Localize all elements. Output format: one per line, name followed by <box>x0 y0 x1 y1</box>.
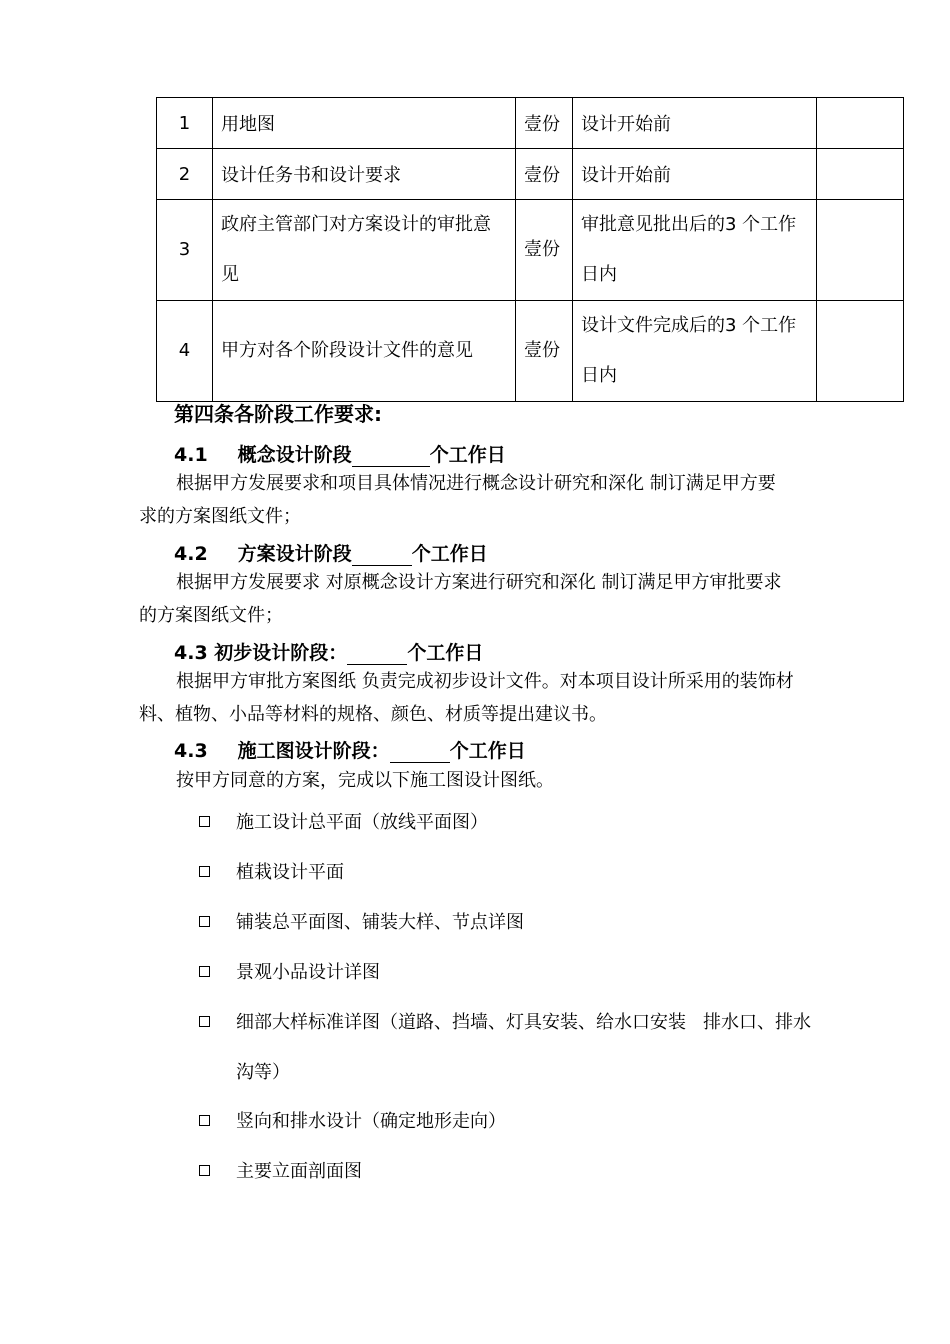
row-item: 甲方对各个阶段设计文件的意见 <box>213 301 516 402</box>
row-quantity: 壹份 <box>516 301 573 402</box>
section-number: 4.1 <box>174 444 208 466</box>
checkbox-icon <box>199 1165 210 1176</box>
checkbox-icon <box>199 816 210 827</box>
section-heading-4-2 <box>174 539 488 566</box>
section-heading-4-3b <box>174 736 526 763</box>
row-quantity: 壹份 <box>516 149 573 200</box>
row-item-line2: 见 <box>221 264 239 285</box>
row-number: 4 <box>157 301 213 402</box>
section-heading-4-3 <box>174 638 483 665</box>
section-suffix: 个工作日 <box>411 543 488 565</box>
checklist-item: 主要立面剖面图 <box>199 1157 362 1183</box>
row-time: 设计开始前 <box>573 149 817 200</box>
table-row <box>157 200 904 301</box>
section-body-4-3b: 按甲方同意的方案，完成以下施工图设计图纸。 <box>176 770 554 791</box>
checklist-item: 景观小品设计详图 <box>199 958 380 984</box>
checklist-item-overlap: 排水口、排水 <box>703 1012 811 1033</box>
checklist-item: 植栽设计平面 <box>199 858 344 884</box>
row-item: 设计任务书和设计要求 <box>213 149 516 200</box>
row-remark <box>817 200 904 301</box>
row-remark <box>817 149 904 200</box>
row-number: 3 <box>157 200 213 301</box>
section-suffix: 个工作日 <box>429 444 506 466</box>
article-title: 第四条各阶段工作要求: <box>174 402 382 426</box>
days-blank <box>352 446 430 467</box>
section-suffix: 个工作日 <box>449 740 526 762</box>
row-time: 设计开始前 <box>573 98 817 149</box>
checklist-item: 细部大样标准详图（道路、挡墙、灯具安装、给水口安装 <box>199 1008 686 1034</box>
section-body-4-3: 根据甲方审批方案图纸 负责完成初步设计文件。对本项目设计所采用的装饰材 料、植物、小品等材料的规格、颜色、材质等提出建议书。 <box>139 671 794 725</box>
row-item-line1: 政府主管部门对方案设计的审批意 <box>221 214 491 235</box>
section-number: 4.2 <box>174 543 208 565</box>
row-time-line1: 设计文件完成后的3 个工作 <box>581 315 797 336</box>
checklist-item-continuation: 沟等） <box>236 1062 290 1083</box>
checkbox-icon <box>199 1016 210 1027</box>
row-time <box>573 200 817 301</box>
section-suffix: 个工作日 <box>407 642 484 664</box>
checklist-item: 铺装总平面图、铺装大样、节点详图 <box>199 908 524 934</box>
row-item: 用地图 <box>213 98 516 149</box>
row-time <box>573 301 817 402</box>
table-row <box>157 149 904 200</box>
row-number: 1 <box>157 98 213 149</box>
days-blank <box>347 644 407 665</box>
section-title: 方案设计阶段 <box>237 543 352 565</box>
checklist-item: 施工设计总平面（放线平面图） <box>199 808 488 834</box>
checklist-item: 竖向和排水设计（确定地形走向） <box>199 1107 506 1133</box>
section-body-4-2: 根据甲方发展要求 对原概念设计方案进行研究和深化 制订满足甲方审批要求 的方案图纸文件； <box>139 572 782 626</box>
checkbox-icon <box>199 966 210 977</box>
checkbox-icon <box>199 1115 210 1126</box>
table-row <box>157 301 904 402</box>
checkbox-icon <box>199 916 210 927</box>
section-number: 4.3 <box>174 642 208 664</box>
checkbox-icon <box>199 866 210 877</box>
section-title: 施工图设计阶段： <box>237 740 390 762</box>
days-blank <box>352 545 412 566</box>
materials-table <box>156 97 904 402</box>
row-quantity: 壹份 <box>516 200 573 301</box>
section-body-4-1: 根据甲方发展要求和项目具体情况进行概念设计研究和深化 制订满足甲方要 求的方案图纸文件； <box>139 473 776 527</box>
table-row <box>157 98 904 149</box>
row-time-line2: 日内 <box>581 365 617 386</box>
row-item <box>213 200 516 301</box>
section-number: 4.3 <box>174 740 208 762</box>
row-quantity: 壹份 <box>516 98 573 149</box>
row-remark <box>817 98 904 149</box>
section-title: 概念设计阶段 <box>237 444 352 466</box>
row-number: 2 <box>157 149 213 200</box>
days-blank <box>390 742 450 763</box>
section-heading-4-1 <box>174 440 506 467</box>
row-remark <box>817 301 904 402</box>
section-title: 初步设计阶段： <box>214 642 348 664</box>
row-time-line1: 审批意见批出后的3 个工作 <box>581 214 797 235</box>
row-time-line2: 日内 <box>581 264 617 285</box>
